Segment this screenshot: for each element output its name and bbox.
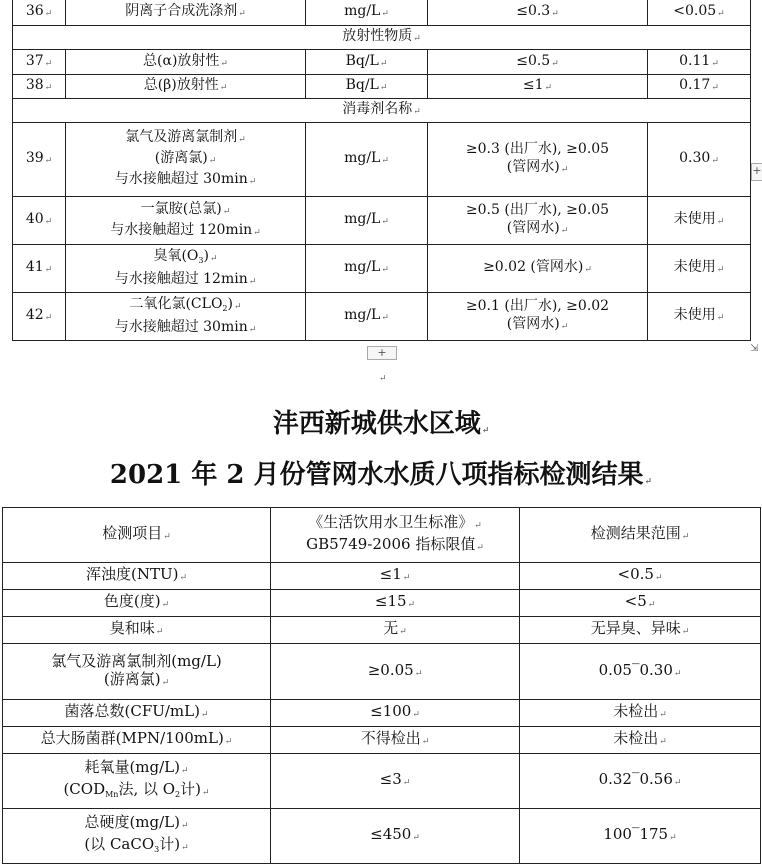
item: 氯气及游离氯制剂(mg/L) (游离氯) ↵ [3,644,271,700]
section-row [13,99,751,123]
limit: ≤3 ↵ [271,754,520,809]
header-standard: 《生活饮用水卫生标准》 ↵ GB5749-2006 指标限值 ↵ [271,508,520,563]
table-row [3,644,761,700]
unit: mg/L ↵ [306,123,428,197]
range: 未检出 ↵ [520,700,761,727]
item-name: 一氯胺(总氯) ↵ 与水接触超过 120min ↵ [66,197,306,245]
unit: mg/L ↵ [306,197,428,245]
header-range: 检测结果范围 ↵ [520,508,761,563]
range: 100‾175 ↵ [520,809,761,864]
paragraph-mark [378,372,387,384]
table-row [3,590,761,617]
item-name: 氯气及游离氯制剂 ↵ (游离氯) ↵ 与水接触超过 30min ↵ [66,123,306,197]
item-name: 阴离子合成洗涤剂 ↵ [66,0,306,26]
section-row [13,26,751,50]
table-row [13,50,751,75]
table-row [3,563,761,590]
limit: ≤1 ↵ [271,563,520,590]
row-number: 38 ↵ [13,75,66,99]
row-number: 39 ↵ [13,123,66,197]
unit: Bq/L ↵ [306,75,428,99]
range: 0.05‾0.30 ↵ [520,644,761,700]
table-row [13,123,751,197]
row-number: 36 ↵ [13,0,66,26]
page-subtitle: 2021 年 2 月份管网水水质八项指标检测结果 ↵ [0,455,762,502]
row-number: 37 ↵ [13,50,66,75]
limit: ≤450 ↵ [271,809,520,864]
item: 臭和味 ↵ [3,617,271,644]
item: 总大肠菌群(MPN/100mL) ↵ [3,727,271,754]
table-row [13,245,751,293]
range: <0.5 ↵ [520,563,761,590]
table-row [13,0,751,26]
limit: 无 ↵ [271,617,520,644]
section-radioactive: 放射性物质 ↵ [13,26,751,50]
row-number: 42 ↵ [13,293,66,341]
item: 浑浊度(NTU) ↵ [3,563,271,590]
table-row [3,700,761,727]
result: 未使用 ↵ [648,293,751,341]
table-row [3,617,761,644]
limit: ≥0.3 (出厂水), ≥0.05 (管网水) ↵ [428,123,648,197]
range: 0.32‾0.56 ↵ [520,754,761,809]
table-row [3,727,761,754]
limit: ≤0.3 ↵ [428,0,648,26]
limit: ≥0.02 (管网水) ↵ [428,245,648,293]
result: 未使用 ↵ [648,197,751,245]
table-header-row [3,508,761,563]
unit: mg/L ↵ [306,245,428,293]
header-item: 检测项目 ↵ [3,508,271,563]
table-row [13,197,751,245]
result: 0.11 ↵ [648,50,751,75]
row-number: 41 ↵ [13,245,66,293]
add-column-button[interactable]: + [751,163,762,181]
item-name: 总(α)放射性 ↵ [66,50,306,75]
unit: Bq/L ↵ [306,50,428,75]
range: 无异臭、异味 ↵ [520,617,761,644]
limit: ≤0.5 ↵ [428,50,648,75]
section-disinfectant: 消毒剂名称 ↵ [13,99,751,123]
result: <0.05 ↵ [648,0,751,26]
limit: ≤1 ↵ [428,75,648,99]
item: 色度(度) ↵ [3,590,271,617]
item-name: 臭氧$(O_3)$ ↵ 与水接触超过 12min ↵ [66,245,306,293]
table-row [13,293,751,341]
table-resize-handle[interactable]: ⇲ [750,343,759,354]
item-name: 总(β)放射性 ↵ [66,75,306,99]
item: 菌落总数(CFU/mL) ↵ [3,700,271,727]
water-quality-table [2,507,761,864]
range: 未检出 ↵ [520,727,761,754]
item: 耗氧量(mg/L) ↵ ($COD_{Mn}$法, 以 $O_2$计) ↵ [3,754,271,809]
limit: ≥0.1 (出厂水), ≥0.02 (管网水) ↵ [428,293,648,341]
item: 总硬度(mg/L) ↵ (以 CaCO$_3$计) ↵ [3,809,271,864]
limit: ≤15 ↵ [271,590,520,617]
page-title: 沣西新城供水区域 ↵ [0,404,762,451]
row-number: 40 ↵ [13,197,66,245]
limit: ≥0.5 (出厂水), ≥0.05 (管网水) ↵ [428,197,648,245]
item-name: 二氧化氯$(CLO_2)$ ↵ 与水接触超过 30min ↵ [66,293,306,341]
limit: ≤100 ↵ [271,700,520,727]
table-row [3,754,761,809]
result: 未使用 ↵ [648,245,751,293]
result: 0.17 ↵ [648,75,751,99]
limit: 不得检出 ↵ [271,727,520,754]
upper-table [12,0,751,341]
table-row [3,809,761,864]
unit: mg/L ↵ [306,0,428,26]
add-row-button[interactable]: + [367,346,397,360]
table-row [13,75,751,99]
result: 0.30 ↵ [648,123,751,197]
range: <5 ↵ [520,590,761,617]
unit: mg/L ↵ [306,293,428,341]
limit: ≥0.05 ↵ [271,644,520,700]
